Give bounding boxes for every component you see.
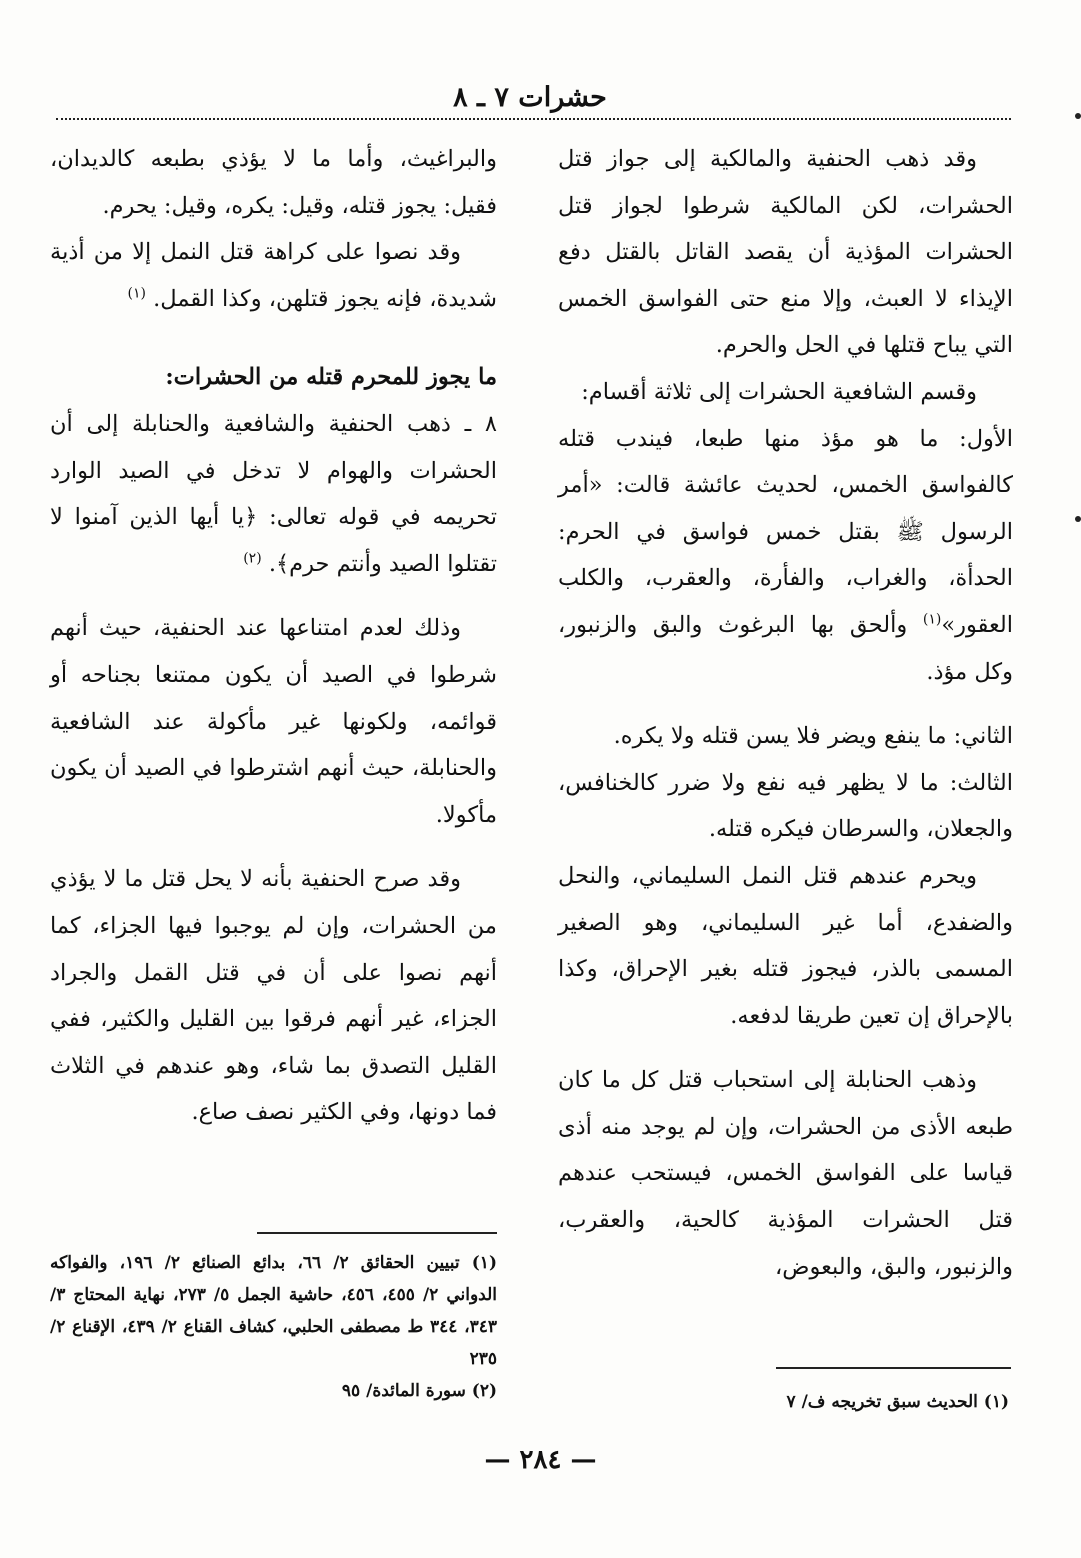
- section-heading: ما يجوز للمحرم قتله من الحشرات:: [165, 364, 497, 391]
- paragraph-text: وقد نصوا على كراهة قتل النمل إلا من أذية شديدة، فإنه يجوز قتلهن، وكذا القمل.: [50, 239, 497, 312]
- footnote-marker: (٢): [243, 550, 262, 567]
- paragraph: وقد ذهب الحنفية والمالكية إلى جواز قتل الحشرات، لكن المالكية شرطوا لجواز قتل الحشرات المؤذية أن يقصد القاتل بالقتل دفع الإيذاء لا العبث، وإلا منع حتى الفواسق الخمس التي يباح قتلها في الحل والحرم.: [558, 146, 1013, 359]
- footnote-marker: (١): [922, 611, 942, 628]
- right-column: [558, 136, 1013, 1290]
- paragraph: [50, 229, 497, 322]
- paragraph: ويحرم عندهم قتل النمل السليماني، والنحل والضفدع، أما غير السليماني، وهو الصغير المسمى بالذر، فيجوز قتله بغير الإحراق، وكذا بالإحراق إن تعين طريقا لدفعه.: [558, 862, 1013, 1029]
- paragraph: وذهب الحنابلة إلى استحباب قتل كل ما كان طبعه الأذى من الحشرات، وإن لم يوجد منه أذى قياسا على الفواسق الخمس، فيستحب عندهم قتل الحشرات المؤذية كالحية، والعقرب، والزنبور، والبق، والبعوض،: [558, 1067, 1013, 1280]
- paragraph: والبراغيث، وأما ما لا يؤذي بطبعه كالديدان، فقيل: يجوز قتله، وقيل: يكره، وقيل: يحرم.: [50, 146, 497, 219]
- footnote-marker: (١): [127, 285, 146, 302]
- left-column: [50, 136, 497, 1136]
- scan-mark: [1075, 113, 1081, 119]
- footnotes-left: [50, 1247, 497, 1407]
- page-number: — ٢٨٤ —: [484, 1445, 597, 1475]
- footnote-separator: [257, 1232, 497, 1234]
- paragraph-text: ٨ ـ ذهب الحنفية والشافعية والحنابلة إلى أن الحشرات والهوام لا تدخل في الصيد الوارد تحريمه في قوله تعالى: ﴿يا أيها الذين آمنوا لا تقتلوا الصيد وأنتم حرم﴾.: [50, 410, 497, 577]
- scan-mark: [1075, 516, 1081, 522]
- footnote: (١) الحديث سبق تخريجه ف/ ٧: [786, 1392, 1009, 1412]
- paragraph: وقسم الشافعية الحشرات إلى ثلاثة أقسام:: [581, 378, 977, 405]
- paragraph-text: وألحق بها البرغوث والبق والزنبور، وكل مؤذ.: [558, 611, 1013, 685]
- paragraph-text: الأول: ما هو مؤذ منها طبعا، فيندب قتله كالفواسق الخمس، لحديث عائشة قالت: «أمر الرسول ﷺ بقتل خمس فواسق في الحرم: الحدأة، والغراب، والفأرة، والعقرب، والكلب العقور»: [558, 425, 1013, 638]
- paragraph: الثاني: ما ينفع ويضر فلا يسن قتله ولا يكره.: [613, 723, 1013, 750]
- paragraph: الثالث: ما لا يظهر فيه نفع ولا ضرر كالخنافس، والجعلان، والسرطان فيكره قتله.: [558, 769, 1013, 843]
- footnotes-right: [554, 1386, 1009, 1418]
- paragraph: [50, 401, 497, 587]
- footnote: (٢) سورة المائدة/ ٩٥: [341, 1381, 497, 1401]
- running-header: حشرات ٧ ـ ٨: [453, 82, 607, 113]
- footnote: (١) تبيين الحقائق ٢/ ٦٦، بدائع الصنائع ٢/ ١٩٦، والفواكه الدواني ٢/ ٤٥٥، ٤٥٦، حاشية الجمل ٥/ ٢٧٣، نهاية المحتاج ٣/ ٣٤٣، ٣٤٤ ط مصطفى الحلبي، كشاف القناع ٢/ ٤٣٩، الإقناع ٢/ ٢٣٥: [50, 1253, 498, 1369]
- footnote-separator: [776, 1367, 1011, 1369]
- paragraph: [558, 416, 1013, 696]
- header-dotted-rule: [56, 118, 1011, 120]
- paragraph: وذلك لعدم امتناعها عند الحنفية، حيث أنهم شرطوا في الصيد أن يكون ممتنعا بجناحه أو قوائمه، ولكونها غير مأكولة عند الشافعية والحنابلة، حيث أنهم اشترطوا في الصيد أن يكون مأكولا.: [50, 615, 497, 828]
- paragraph: وقد صرح الحنفية بأنه لا يحل قتل ما لا يؤذي من الحشرات، وإن لم يوجبوا فيها الجزاء، كما أنهم نصوا على أن في قتل القمل والجراد الجزاء، غير أنهم فرقوا بين القليل والكثير، ففي القليل التصدق بما شاء، وهو عندهم في الثلاث فما دونها، وفي الكثير نصف صاع.: [50, 866, 497, 1126]
